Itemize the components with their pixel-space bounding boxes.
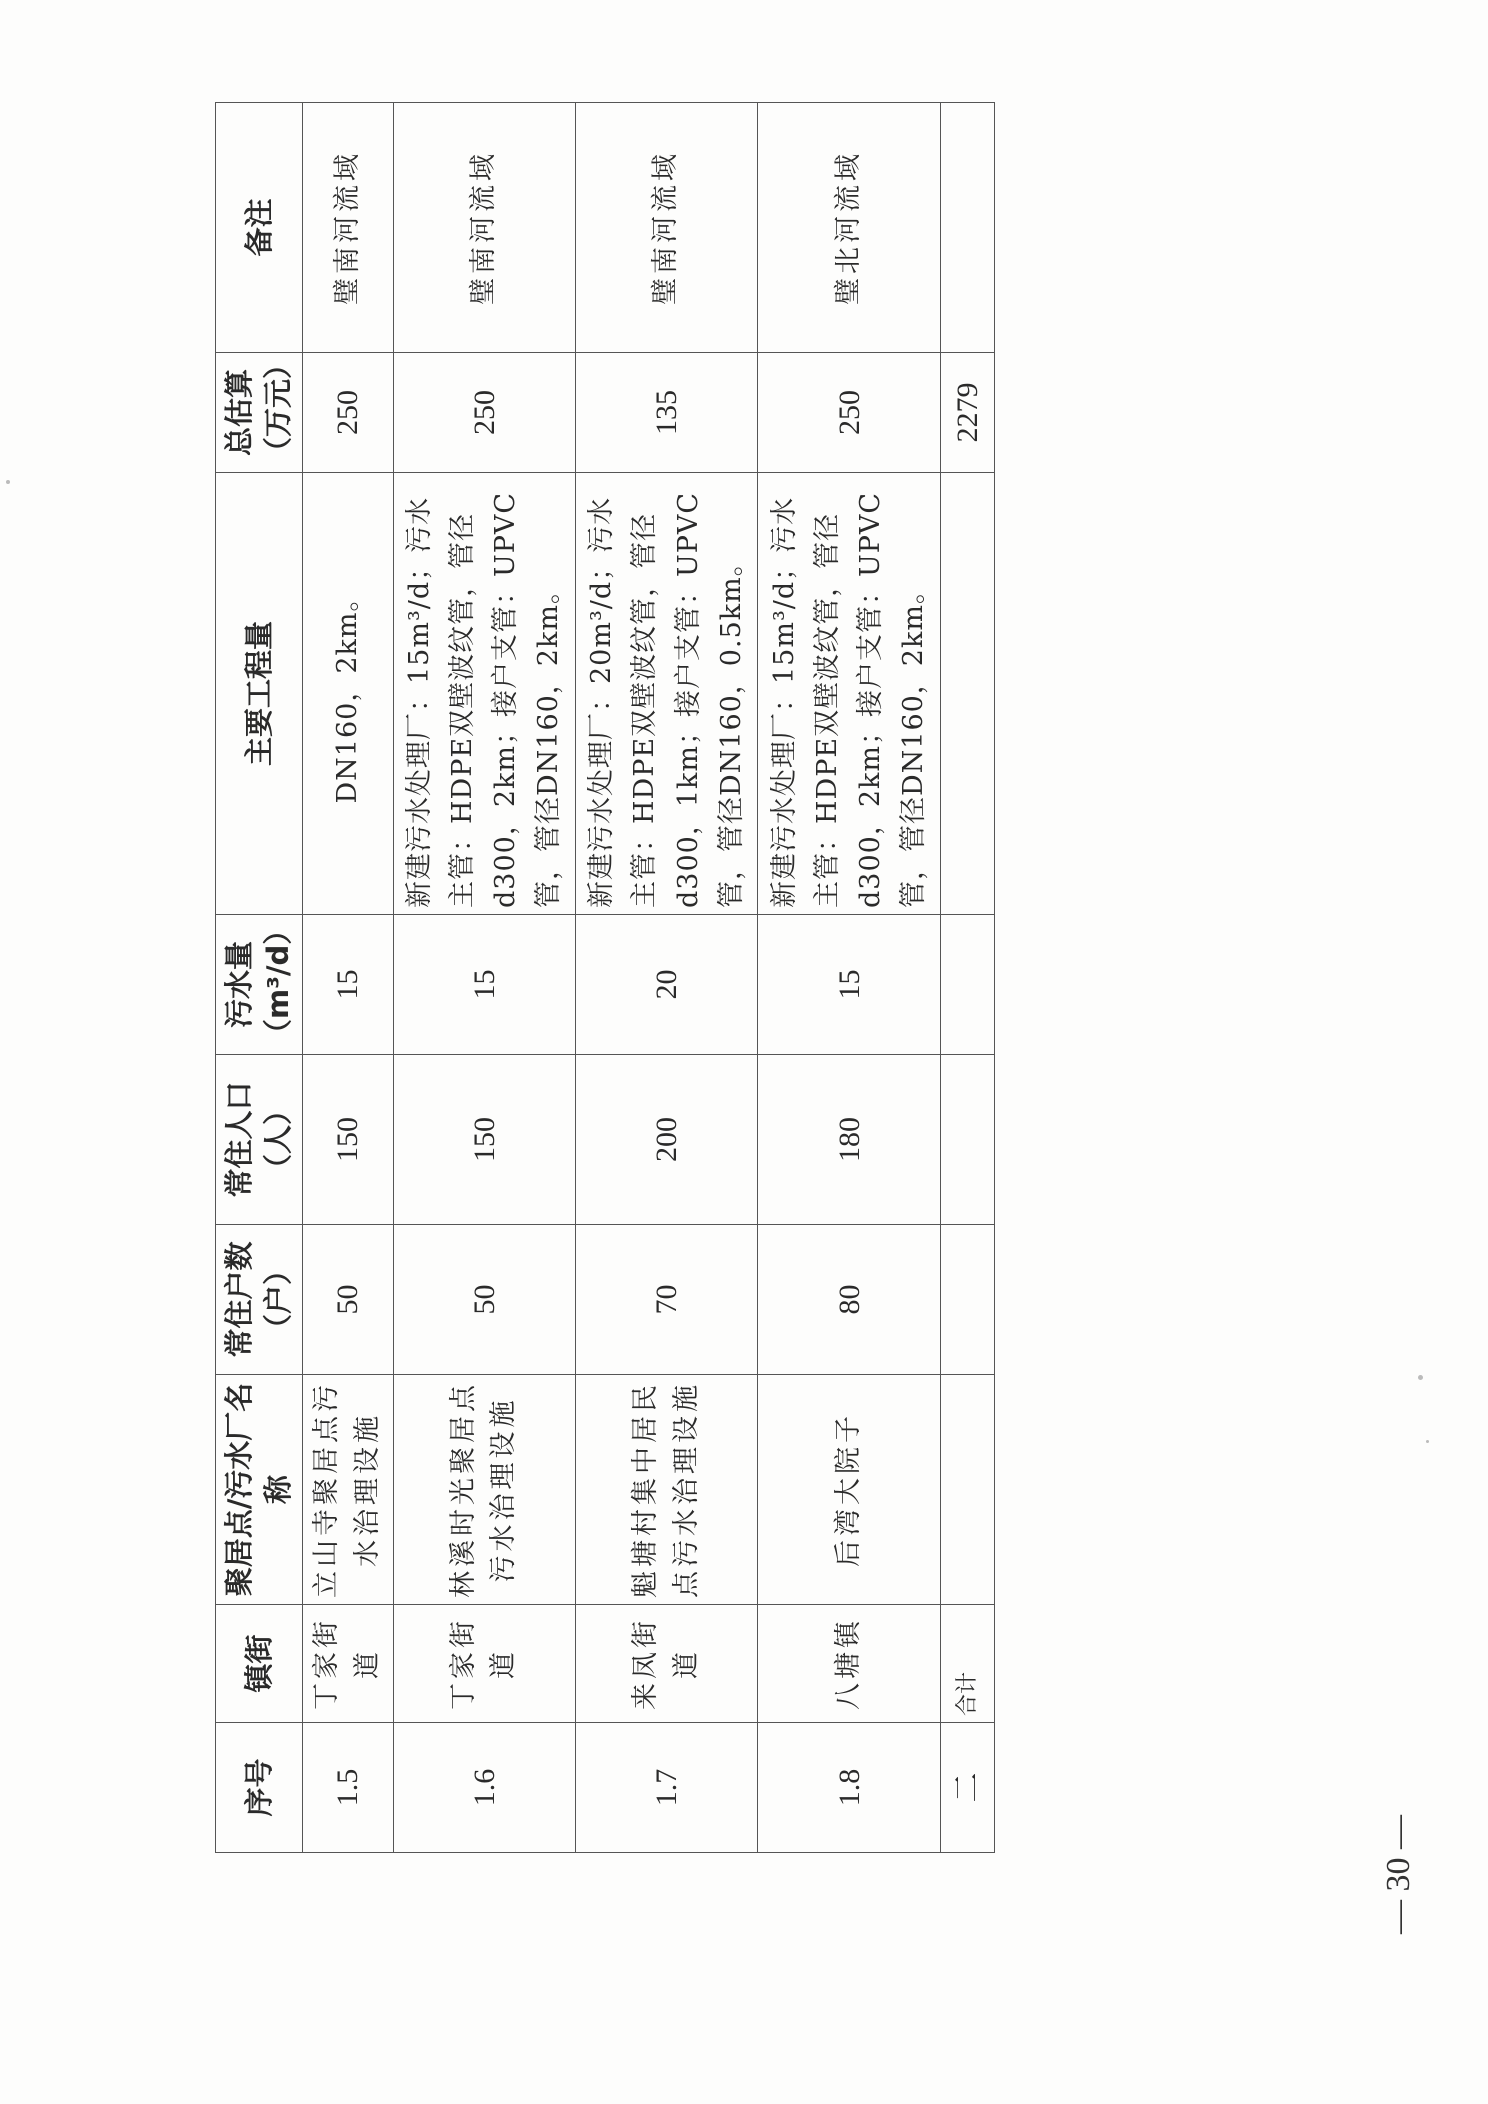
total-estimate: 2279: [940, 353, 994, 473]
cell-note: 璧南河流域: [303, 103, 393, 353]
empty-cell: [940, 1375, 994, 1605]
cell-estimate: 250: [758, 353, 940, 473]
cell-estimate: 250: [393, 353, 575, 473]
header-works: 主要工程量: [216, 473, 303, 915]
cell-households: 50: [303, 1225, 393, 1375]
header-seq: 序号: [216, 1723, 303, 1853]
total-label: 合计: [940, 1605, 994, 1723]
cell-seq: 1.5: [303, 1723, 393, 1853]
cell-name: 立山寺聚居点污水治理设施: [303, 1375, 393, 1605]
page-number: — 30 —: [1380, 1815, 1417, 1935]
project-table: [215, 102, 995, 1853]
header-households: 常住户数（户）: [216, 1225, 303, 1375]
cell-sewage: 15: [758, 915, 940, 1055]
cell-town: 丁家街道: [393, 1605, 575, 1723]
cell-works: DN160，2km。: [303, 473, 393, 915]
cell-households: 70: [575, 1225, 757, 1375]
cell-seq: 1.8: [758, 1723, 940, 1853]
cell-estimate: 135: [575, 353, 757, 473]
empty-cell: [940, 473, 994, 915]
cell-name: 后湾大院子: [758, 1375, 940, 1605]
cell-population: 150: [393, 1055, 575, 1225]
cell-works: 新建污水处理厂：20m³/d；污水主管：HDPE双壁波纹管，管径d300，1km；接户支管：UPVC管，管径DN160，0.5km。: [575, 473, 757, 915]
header-note: 备注: [216, 103, 303, 353]
scan-speck: [6, 480, 10, 484]
cell-sewage: 20: [575, 915, 757, 1055]
rotated-table-container: [215, 103, 995, 1853]
scan-speck: [1426, 1440, 1429, 1443]
header-estimate: 总估算（万元）: [216, 353, 303, 473]
cell-works: 新建污水处理厂：15m³/d；污水主管：HDPE双壁波纹管，管径d300，2km；接户支管：UPVC管，管径DN160，2km。: [393, 473, 575, 915]
table-row: [758, 103, 940, 1853]
cell-note: 璧北河流域: [758, 103, 940, 353]
cell-sewage: 15: [393, 915, 575, 1055]
total-row: [940, 103, 994, 1853]
table-row: [303, 103, 393, 1853]
cell-population: 200: [575, 1055, 757, 1225]
table-row: [575, 103, 757, 1853]
table-row: [393, 103, 575, 1853]
cell-note: 璧南河流域: [393, 103, 575, 353]
cell-sewage: 15: [303, 915, 393, 1055]
cell-households: 50: [393, 1225, 575, 1375]
header-row: [216, 103, 303, 1853]
empty-cell: [940, 1055, 994, 1225]
cell-town: 来凤街道: [575, 1605, 757, 1723]
cell-town: 丁家街道: [303, 1605, 393, 1723]
cell-population: 150: [303, 1055, 393, 1225]
cell-households: 80: [758, 1225, 940, 1375]
cell-note: 璧南河流域: [575, 103, 757, 353]
cell-seq: 1.7: [575, 1723, 757, 1853]
empty-cell: [940, 103, 994, 353]
empty-cell: [940, 1225, 994, 1375]
cell-estimate: 250: [303, 353, 393, 473]
cell-population: 180: [758, 1055, 940, 1225]
header-population: 常住人口（人）: [216, 1055, 303, 1225]
cell-town: 八塘镇: [758, 1605, 940, 1723]
scan-speck: [1418, 1375, 1423, 1380]
header-town: 镇街: [216, 1605, 303, 1723]
header-sewage: 污水量（m³/d）: [216, 915, 303, 1055]
cell-seq: 1.6: [393, 1723, 575, 1853]
empty-cell: [940, 915, 994, 1055]
header-name: 聚居点/污水厂名称: [216, 1375, 303, 1605]
total-seq: 二: [940, 1723, 994, 1853]
cell-name: 魁塘村集中居民点污水治理设施: [575, 1375, 757, 1605]
cell-works: 新建污水处理厂：15m³/d；污水主管：HDPE双壁波纹管，管径d300，2km；接户支管：UPVC管，管径DN160，2km。: [758, 473, 940, 915]
cell-name: 林溪时光聚居点污水治理设施: [393, 1375, 575, 1605]
